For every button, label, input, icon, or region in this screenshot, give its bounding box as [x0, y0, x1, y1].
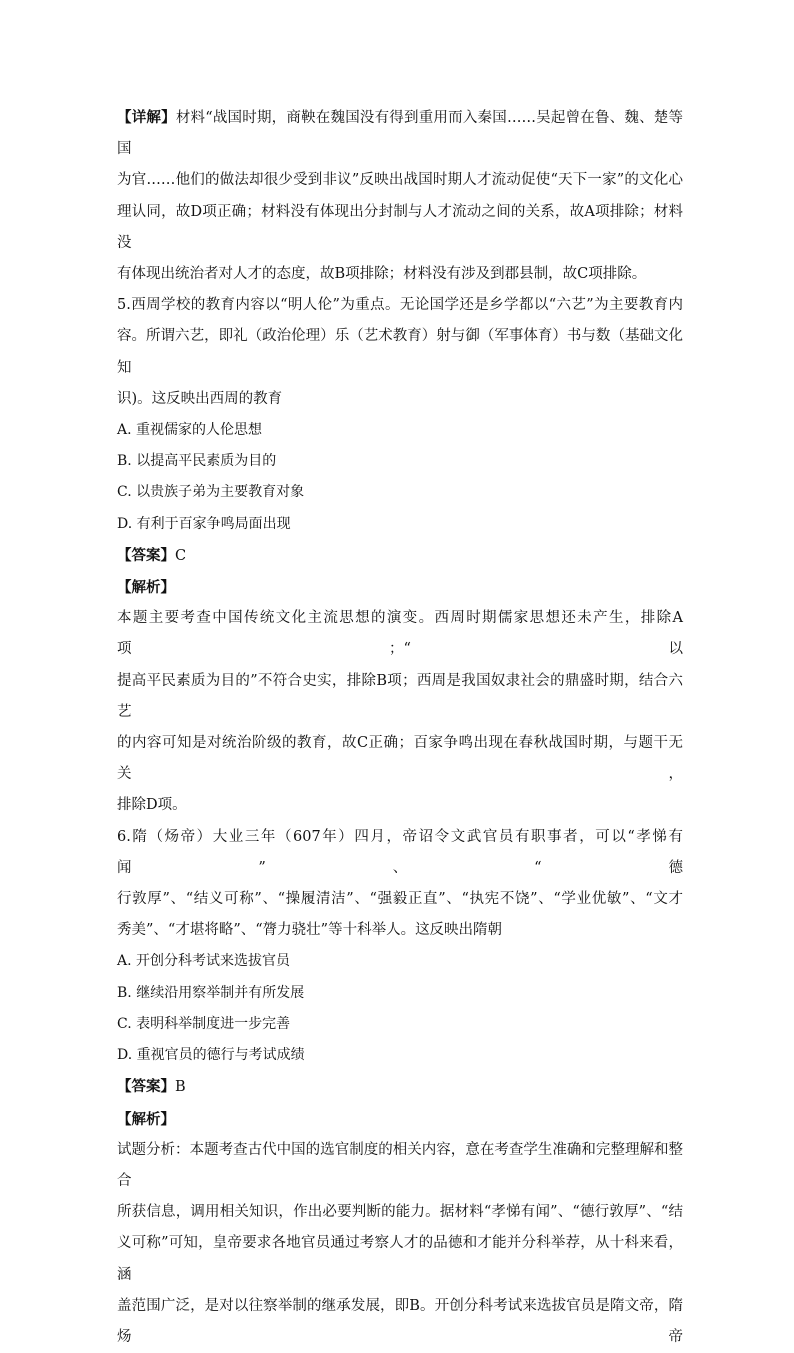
q5-analysis-line-2: 提高平民素质为目的”不符合史实，排除B项；西周是我国奴隶社会的鼎盛时期，结合六艺 — [117, 672, 683, 720]
q5-analysis — [117, 603, 683, 821]
q6-stem — [117, 822, 683, 947]
q6-option-b: B. 继续沿用察举制并有所发展 — [117, 984, 305, 1001]
q6-stem-line-2: 行敦厚”、“结义可称”、“操履清洁”、“强毅正直”、“执宪不饶”、“学业优敏”、“文才 — [117, 891, 683, 908]
q6-option-d: D. 重视官员的德行与考试成绩 — [117, 1047, 305, 1064]
q6-analysis-label: 【解析】 — [117, 1110, 175, 1128]
q5-stem-line-1: 5.西周学校的教育内容以“明人伦”为重点。无论国学还是乡学都以“六艺”为主要教育内 — [117, 297, 683, 314]
q4-detail-line-1: 【详解】材料“战国时期，商鞅在魏国没有得到重用而入秦国……吴起曾在鲁、魏、楚等国 — [117, 109, 683, 158]
q5-analysis-label: 【解析】 — [117, 579, 175, 597]
q5-stem-line-2: 容。所谓六艺，即礼（政治伦理）乐（艺术教育）射与御（军事体育）书与数（基础文化知 — [117, 328, 683, 376]
q4-detail-line-3: 理认同，故D项正确；材料没有体现出分封制与人才流动之间的关系，故A项排除；材料没 — [117, 203, 683, 251]
q4-detail-line-2: 为官……他们的做法却很少受到非议”反映出战国时期人才流动促使“天下一家”的文化心 — [117, 172, 683, 189]
q5-answer-value: C — [175, 547, 187, 564]
q5-option-a: A. 重视儒家的人伦思想 — [117, 422, 263, 439]
q5-stem — [117, 290, 683, 415]
q5-analysis-line-4: 排除D项。 — [117, 797, 187, 814]
q5-answer — [117, 540, 683, 572]
q6-stem-line-3: 秀美”、“才堪将略”、“膂力骁壮”等十科举人。这反映出隋朝 — [117, 922, 503, 939]
q5-option-c: C. 以贵族子弟为主要教育对象 — [117, 484, 305, 501]
q6-analysis-line-3: 义可称”可知，皇帝要求各地官员通过考察人才的品德和才能并分科举荐，从十科来看，涵 — [117, 1235, 683, 1283]
q5-stem-line-3: 识)。这反映出西周的教育 — [117, 390, 283, 407]
page-content — [117, 102, 683, 1353]
q5-option-d: D. 有利于百家争鸣局面出现 — [117, 515, 291, 532]
q6-answer — [117, 1071, 683, 1103]
q6-option-c: C. 表明科举制度进一步完善 — [117, 1015, 291, 1032]
q6-option-a: A. 开创分科考试来选拔官员 — [117, 953, 291, 970]
q6-analysis-line-4: 盖范围广泛，是对以往察举制的继承发展，即B。开创分科考试来选拔官员是隋文帝，隋炀帝 — [117, 1297, 683, 1345]
q6-stem-line-1: 6.隋（炀帝）大业三年（607年）四月，帝诏令文武官员有职事者，可以“孝悌有闻”、“德 — [117, 828, 683, 876]
q6-analysis — [117, 1135, 683, 1353]
answer-label: 【答案】 — [117, 546, 175, 564]
q4-detail-paragraph — [117, 102, 683, 290]
q5-analysis-line-1: 本题主要考查中国传统文化主流思想的演变。西周时期儒家思想还未产生，排除A项；“以 — [117, 610, 683, 658]
q4-detail-line-4: 有体现出统治者对人才的态度，故B项排除；材料没有涉及到郡县制，故C项排除。 — [117, 266, 647, 283]
q6-analysis-line-1: 试题分析：本题考查古代中国的选官制度的相关内容，意在考查学生准确和完整理解和整合 — [117, 1141, 683, 1189]
answer-label: 【答案】 — [117, 1078, 175, 1096]
q5-analysis-line-3: 的内容可知是对统治阶级的教育，故C正确；百家争鸣出现在春秋战国时期，与题干无关， — [117, 735, 683, 783]
q6-analysis-line-2: 所获信息，调用相关知识，作出必要判断的能力。据材料“孝悌有闻”、“德行敦厚”、“结 — [117, 1204, 683, 1221]
q5-option-b: B. 以提高平民素质为目的 — [117, 453, 277, 470]
q6-answer-value: B — [175, 1079, 186, 1096]
detail-label: 【详解】 — [117, 109, 176, 126]
